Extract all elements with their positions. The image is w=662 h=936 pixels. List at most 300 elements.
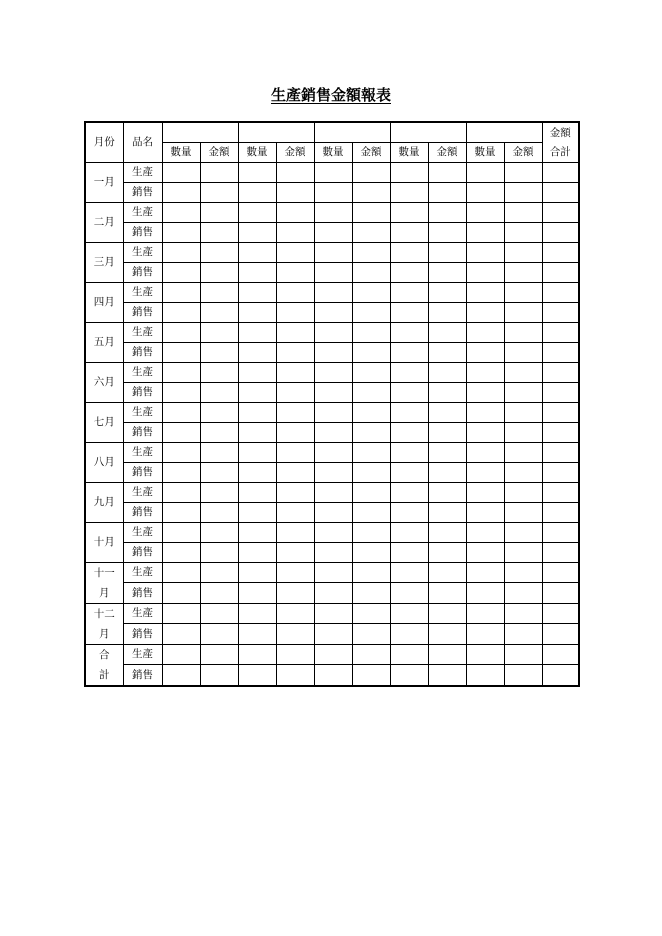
data-cell[interactable] [352, 482, 390, 502]
total-cell[interactable] [542, 502, 579, 522]
data-cell[interactable] [504, 182, 542, 202]
data-cell[interactable] [276, 242, 314, 262]
data-cell[interactable] [162, 322, 200, 342]
data-cell[interactable] [428, 222, 466, 242]
data-cell[interactable] [276, 362, 314, 382]
data-cell[interactable] [504, 162, 542, 182]
data-cell[interactable] [238, 422, 276, 442]
data-cell[interactable] [276, 603, 314, 624]
data-cell[interactable] [466, 502, 504, 522]
data-cell[interactable] [390, 542, 428, 562]
data-cell[interactable] [162, 342, 200, 362]
data-cell[interactable] [390, 222, 428, 242]
data-cell[interactable] [428, 562, 466, 583]
data-cell[interactable] [504, 402, 542, 422]
data-cell[interactable] [276, 442, 314, 462]
data-cell[interactable] [314, 422, 352, 442]
data-cell[interactable] [466, 462, 504, 482]
data-cell[interactable] [314, 562, 352, 583]
data-cell[interactable] [352, 322, 390, 342]
data-cell[interactable] [238, 342, 276, 362]
month-label-line: 月 [99, 627, 110, 640]
data-cell[interactable] [428, 242, 466, 262]
data-cell[interactable] [390, 382, 428, 402]
data-cell[interactable] [504, 202, 542, 222]
data-cell[interactable] [162, 242, 200, 262]
data-cell[interactable] [314, 302, 352, 322]
data-cell[interactable] [200, 262, 238, 282]
data-cell[interactable] [352, 162, 390, 182]
data-cell[interactable] [504, 482, 542, 502]
data-cell[interactable] [390, 562, 428, 583]
amount-header: 金額 [504, 142, 542, 162]
data-cell[interactable] [200, 222, 238, 242]
total-cell[interactable] [542, 583, 579, 604]
data-cell[interactable] [352, 502, 390, 522]
data-cell[interactable] [162, 624, 200, 645]
data-cell[interactable] [390, 583, 428, 604]
data-cell[interactable] [200, 402, 238, 422]
data-cell[interactable] [390, 603, 428, 624]
data-cell[interactable] [466, 402, 504, 422]
data-cell[interactable] [390, 644, 428, 665]
total-cell[interactable] [542, 603, 579, 624]
data-cell[interactable] [352, 202, 390, 222]
data-cell[interactable] [162, 603, 200, 624]
data-cell[interactable] [504, 222, 542, 242]
data-cell[interactable] [276, 302, 314, 322]
data-cell[interactable] [504, 462, 542, 482]
product-group-header[interactable] [162, 122, 238, 142]
data-cell[interactable] [238, 282, 276, 302]
data-cell[interactable] [276, 522, 314, 542]
data-cell[interactable] [352, 402, 390, 422]
data-cell[interactable] [162, 222, 200, 242]
data-cell[interactable] [276, 542, 314, 562]
total-cell[interactable] [542, 562, 579, 583]
data-cell[interactable] [276, 422, 314, 442]
data-cell[interactable] [276, 282, 314, 302]
data-cell[interactable] [352, 422, 390, 442]
data-cell[interactable] [238, 482, 276, 502]
data-cell[interactable] [238, 222, 276, 242]
data-cell[interactable] [314, 202, 352, 222]
data-cell[interactable] [504, 262, 542, 282]
data-cell[interactable] [504, 342, 542, 362]
data-cell[interactable] [428, 302, 466, 322]
data-cell[interactable] [238, 162, 276, 182]
data-cell[interactable] [352, 302, 390, 322]
data-cell[interactable] [200, 624, 238, 645]
month-label [85, 644, 123, 686]
data-cell[interactable] [162, 182, 200, 202]
product-group-header[interactable] [238, 122, 314, 142]
data-cell[interactable] [390, 282, 428, 302]
total-cell[interactable] [542, 522, 579, 542]
data-cell[interactable] [162, 562, 200, 583]
data-cell[interactable] [352, 624, 390, 645]
data-cell[interactable] [162, 644, 200, 665]
data-cell[interactable] [314, 242, 352, 262]
data-cell[interactable] [276, 402, 314, 422]
data-cell[interactable] [314, 282, 352, 302]
data-cell[interactable] [466, 422, 504, 442]
data-cell[interactable] [276, 482, 314, 502]
data-cell[interactable] [428, 542, 466, 562]
data-cell[interactable] [276, 162, 314, 182]
data-cell[interactable] [390, 462, 428, 482]
data-cell[interactable] [276, 644, 314, 665]
total-cell[interactable] [542, 202, 579, 222]
data-cell[interactable] [466, 222, 504, 242]
data-cell[interactable] [200, 382, 238, 402]
data-cell[interactable] [314, 322, 352, 342]
data-cell[interactable] [200, 422, 238, 442]
data-cell[interactable] [428, 442, 466, 462]
data-cell[interactable] [352, 644, 390, 665]
data-cell[interactable] [428, 624, 466, 645]
total-cell[interactable] [542, 302, 579, 322]
data-cell[interactable] [390, 402, 428, 422]
data-cell[interactable] [276, 583, 314, 604]
data-cell[interactable] [466, 522, 504, 542]
data-cell[interactable] [466, 542, 504, 562]
data-cell[interactable] [162, 583, 200, 604]
data-cell[interactable] [428, 665, 466, 686]
month-label [85, 402, 123, 442]
data-cell[interactable] [314, 462, 352, 482]
data-cell[interactable] [352, 562, 390, 583]
data-cell[interactable] [428, 402, 466, 422]
data-cell[interactable] [352, 342, 390, 362]
data-cell[interactable] [504, 542, 542, 562]
data-cell[interactable] [466, 644, 504, 665]
data-cell[interactable] [428, 262, 466, 282]
data-cell[interactable] [428, 482, 466, 502]
data-cell[interactable] [238, 462, 276, 482]
data-cell[interactable] [162, 162, 200, 182]
data-cell[interactable] [428, 522, 466, 542]
data-cell[interactable] [200, 162, 238, 182]
data-cell[interactable] [238, 322, 276, 342]
data-cell[interactable] [162, 382, 200, 402]
total-cell[interactable] [542, 402, 579, 422]
data-cell[interactable] [428, 382, 466, 402]
data-cell[interactable] [428, 644, 466, 665]
data-cell[interactable] [162, 502, 200, 522]
data-cell[interactable] [238, 402, 276, 422]
data-cell[interactable] [200, 665, 238, 686]
data-cell[interactable] [504, 562, 542, 583]
data-cell[interactable] [428, 202, 466, 222]
data-cell[interactable] [314, 603, 352, 624]
total-cell[interactable] [542, 322, 579, 342]
data-cell[interactable] [428, 422, 466, 442]
data-cell[interactable] [276, 182, 314, 202]
data-cell[interactable] [352, 362, 390, 382]
data-cell[interactable] [390, 182, 428, 202]
data-cell[interactable] [504, 624, 542, 645]
product-group-header[interactable] [466, 122, 542, 142]
total-cell[interactable] [542, 422, 579, 442]
data-cell[interactable] [314, 482, 352, 502]
data-cell[interactable] [504, 382, 542, 402]
item-label: 生產 [123, 282, 162, 302]
product-group-header[interactable] [314, 122, 390, 142]
data-cell[interactable] [200, 302, 238, 322]
total-cell[interactable] [542, 222, 579, 242]
total-cell[interactable] [542, 382, 579, 402]
data-cell[interactable] [352, 242, 390, 262]
data-cell[interactable] [352, 442, 390, 462]
data-cell[interactable] [238, 182, 276, 202]
data-cell[interactable] [276, 624, 314, 645]
data-cell[interactable] [428, 603, 466, 624]
data-cell[interactable] [466, 665, 504, 686]
total-cell[interactable] [542, 362, 579, 382]
data-cell[interactable] [390, 665, 428, 686]
data-cell[interactable] [238, 382, 276, 402]
data-cell[interactable] [390, 422, 428, 442]
data-cell[interactable] [238, 644, 276, 665]
data-cell[interactable] [504, 242, 542, 262]
data-cell[interactable] [390, 342, 428, 362]
data-cell[interactable] [200, 182, 238, 202]
data-cell[interactable] [428, 322, 466, 342]
data-cell[interactable] [504, 502, 542, 522]
total-cell[interactable] [542, 624, 579, 645]
data-cell[interactable] [200, 342, 238, 362]
data-cell[interactable] [200, 542, 238, 562]
data-cell[interactable] [162, 282, 200, 302]
month-label [85, 282, 123, 322]
data-cell[interactable] [428, 583, 466, 604]
data-cell[interactable] [428, 342, 466, 362]
data-cell[interactable] [276, 342, 314, 362]
data-cell[interactable] [390, 624, 428, 645]
data-cell[interactable] [504, 583, 542, 604]
data-cell[interactable] [466, 202, 504, 222]
data-cell[interactable] [504, 322, 542, 342]
data-cell[interactable] [466, 442, 504, 462]
data-cell[interactable] [162, 362, 200, 382]
total-cell[interactable] [542, 242, 579, 262]
data-cell[interactable] [352, 262, 390, 282]
data-cell[interactable] [162, 202, 200, 222]
data-cell[interactable] [238, 242, 276, 262]
data-cell[interactable] [314, 342, 352, 362]
data-cell[interactable] [314, 522, 352, 542]
data-cell[interactable] [314, 162, 352, 182]
data-cell[interactable] [276, 322, 314, 342]
data-cell[interactable] [390, 302, 428, 322]
data-cell[interactable] [314, 222, 352, 242]
data-cell[interactable] [352, 542, 390, 562]
data-cell[interactable] [200, 502, 238, 522]
data-cell[interactable] [200, 242, 238, 262]
data-cell[interactable] [352, 282, 390, 302]
data-cell[interactable] [276, 202, 314, 222]
data-cell[interactable] [238, 562, 276, 583]
data-cell[interactable] [466, 302, 504, 322]
data-cell[interactable] [466, 362, 504, 382]
data-cell[interactable] [238, 522, 276, 542]
data-cell[interactable] [200, 322, 238, 342]
data-cell[interactable] [314, 182, 352, 202]
total-cell[interactable] [542, 462, 579, 482]
data-cell[interactable] [428, 362, 466, 382]
data-cell[interactable] [390, 442, 428, 462]
data-cell[interactable] [390, 162, 428, 182]
data-cell[interactable] [466, 162, 504, 182]
data-cell[interactable] [314, 542, 352, 562]
total-cell[interactable] [542, 665, 579, 686]
data-cell[interactable] [162, 542, 200, 562]
data-cell[interactable] [276, 262, 314, 282]
data-cell[interactable] [276, 502, 314, 522]
data-cell[interactable] [428, 462, 466, 482]
data-cell[interactable] [238, 502, 276, 522]
data-cell[interactable] [314, 665, 352, 686]
data-cell[interactable] [162, 522, 200, 542]
data-cell[interactable] [238, 603, 276, 624]
data-cell[interactable] [504, 644, 542, 665]
data-cell[interactable] [162, 422, 200, 442]
data-cell[interactable] [162, 462, 200, 482]
data-cell[interactable] [390, 262, 428, 282]
data-cell[interactable] [466, 624, 504, 645]
data-cell[interactable] [200, 442, 238, 462]
data-cell[interactable] [466, 583, 504, 604]
total-cell[interactable] [542, 644, 579, 665]
data-cell[interactable] [428, 282, 466, 302]
data-cell[interactable] [466, 282, 504, 302]
data-cell[interactable] [314, 624, 352, 645]
data-cell[interactable] [390, 482, 428, 502]
data-cell[interactable] [238, 542, 276, 562]
total-cell[interactable] [542, 162, 579, 182]
total-cell[interactable] [542, 542, 579, 562]
data-cell[interactable] [504, 522, 542, 542]
data-cell[interactable] [314, 644, 352, 665]
data-cell[interactable] [352, 462, 390, 482]
data-cell[interactable] [238, 262, 276, 282]
data-cell[interactable] [238, 665, 276, 686]
data-cell[interactable] [466, 382, 504, 402]
data-cell[interactable] [466, 322, 504, 342]
data-cell[interactable] [238, 624, 276, 645]
data-cell[interactable] [390, 502, 428, 522]
data-cell[interactable] [466, 562, 504, 583]
data-cell[interactable] [238, 442, 276, 462]
data-cell[interactable] [428, 162, 466, 182]
data-cell[interactable] [200, 603, 238, 624]
data-cell[interactable] [314, 583, 352, 604]
data-cell[interactable] [504, 302, 542, 322]
data-cell[interactable] [352, 522, 390, 542]
data-cell[interactable] [238, 583, 276, 604]
data-cell[interactable] [466, 182, 504, 202]
data-cell[interactable] [314, 442, 352, 462]
data-cell[interactable] [504, 362, 542, 382]
data-cell[interactable] [238, 362, 276, 382]
data-cell[interactable] [162, 482, 200, 502]
data-cell[interactable] [352, 603, 390, 624]
data-cell[interactable] [200, 644, 238, 665]
data-cell[interactable] [466, 603, 504, 624]
product-group-header[interactable] [390, 122, 466, 142]
data-cell[interactable] [390, 362, 428, 382]
data-cell[interactable] [314, 502, 352, 522]
data-cell[interactable] [352, 222, 390, 242]
data-cell[interactable] [428, 502, 466, 522]
data-cell[interactable] [200, 482, 238, 502]
data-cell[interactable] [162, 665, 200, 686]
data-cell[interactable] [390, 522, 428, 542]
total-cell[interactable] [542, 282, 579, 302]
data-cell[interactable] [504, 422, 542, 442]
data-cell[interactable] [162, 302, 200, 322]
data-cell[interactable] [466, 262, 504, 282]
data-cell[interactable] [200, 583, 238, 604]
data-cell[interactable] [352, 665, 390, 686]
data-cell[interactable] [238, 302, 276, 322]
data-cell[interactable] [466, 342, 504, 362]
data-cell[interactable] [466, 242, 504, 262]
data-cell[interactable] [314, 382, 352, 402]
quantity-header: 數量 [390, 142, 428, 162]
data-cell[interactable] [162, 402, 200, 422]
data-cell[interactable] [314, 262, 352, 282]
data-cell[interactable] [200, 522, 238, 542]
data-cell[interactable] [200, 562, 238, 583]
data-cell[interactable] [200, 362, 238, 382]
data-cell[interactable] [504, 665, 542, 686]
month-label-line: 八月 [93, 456, 115, 468]
data-cell[interactable] [162, 442, 200, 462]
data-cell[interactable] [314, 402, 352, 422]
data-cell[interactable] [390, 322, 428, 342]
total-cell[interactable] [542, 182, 579, 202]
data-cell[interactable] [276, 665, 314, 686]
data-cell[interactable] [352, 382, 390, 402]
table-row [85, 222, 579, 242]
data-cell[interactable] [200, 462, 238, 482]
data-cell[interactable] [504, 282, 542, 302]
data-cell[interactable] [276, 382, 314, 402]
data-cell[interactable] [504, 442, 542, 462]
data-cell[interactable] [504, 603, 542, 624]
total-cell[interactable] [542, 342, 579, 362]
total-cell[interactable] [542, 442, 579, 462]
total-cell[interactable] [542, 482, 579, 502]
data-cell[interactable] [390, 242, 428, 262]
data-cell[interactable] [276, 222, 314, 242]
data-cell[interactable] [314, 362, 352, 382]
data-cell[interactable] [466, 482, 504, 502]
total-cell[interactable] [542, 262, 579, 282]
data-cell[interactable] [162, 262, 200, 282]
data-cell[interactable] [352, 182, 390, 202]
data-cell[interactable] [238, 202, 276, 222]
data-cell[interactable] [352, 583, 390, 604]
data-cell[interactable] [200, 202, 238, 222]
data-cell[interactable] [276, 562, 314, 583]
data-cell[interactable] [428, 182, 466, 202]
data-cell[interactable] [390, 202, 428, 222]
data-cell[interactable] [200, 282, 238, 302]
data-cell[interactable] [276, 462, 314, 482]
